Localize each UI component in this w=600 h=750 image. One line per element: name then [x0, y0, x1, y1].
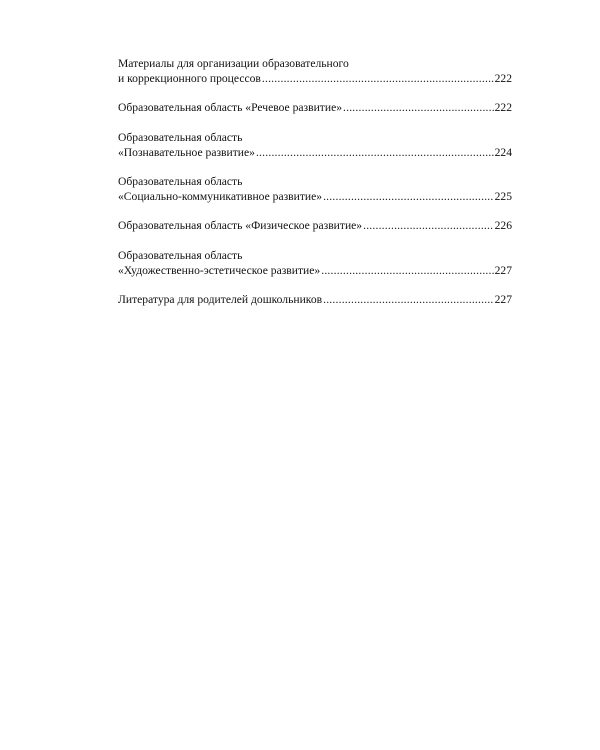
- toc-entry-leader-line: [118, 218, 512, 233]
- toc-entry-leader-line: [118, 100, 512, 115]
- toc-entry-title: «Художественно-эстетическое развитие»: [118, 264, 321, 277]
- toc-entry-social[interactable]: [118, 174, 512, 204]
- toc-entry-title-line: Образовательная область: [118, 131, 243, 144]
- dot-leader: [262, 71, 494, 86]
- toc-entry-title-line: Материалы для организации образовательного: [118, 57, 349, 70]
- toc-page-number: 226: [494, 219, 512, 232]
- dot-leader: [323, 292, 494, 307]
- dot-leader: [323, 189, 494, 204]
- toc-entry-title-line: Образовательная область: [118, 175, 243, 188]
- toc-entry-leader-line: [118, 263, 512, 278]
- toc-entry-leader-line: [118, 292, 512, 307]
- dot-leader: [256, 145, 494, 160]
- toc-entry-title: Образовательная область «Физическое развитие»: [118, 219, 363, 232]
- toc-page-number: 222: [494, 72, 512, 85]
- toc-entry-literature[interactable]: [118, 292, 512, 307]
- toc-page-number: 227: [494, 264, 512, 277]
- toc-entry-title: Литература для родителей дошкольников: [118, 293, 323, 306]
- toc-entry-title: Образовательная область «Речевое развитие»: [118, 101, 343, 114]
- toc-entry-title: «Познавательное развитие»: [118, 146, 255, 159]
- toc-entry-physical[interactable]: [118, 218, 512, 233]
- toc-entry-title: и коррекционного процессов: [118, 72, 261, 85]
- dot-leader: [321, 263, 493, 278]
- toc-page-number: 224: [494, 146, 512, 159]
- toc-entry-leader-line: [118, 145, 512, 160]
- toc-entry-title-line: Образовательная область: [118, 249, 243, 262]
- dot-leader: [363, 218, 494, 233]
- toc-page-number: 227: [494, 293, 512, 306]
- toc-entry-materials[interactable]: [118, 56, 512, 86]
- toc-page-number: 222: [494, 101, 512, 114]
- toc-entry-leader-line: [118, 189, 512, 204]
- toc-entry-leader-line: [118, 71, 512, 86]
- toc-entry-artistic[interactable]: [118, 248, 512, 278]
- toc-page-number: 225: [494, 190, 512, 203]
- toc-entry-cognitive[interactable]: [118, 130, 512, 160]
- toc-entry-title: «Социально-коммуникативное развитие»: [118, 190, 323, 203]
- toc-entry-speech[interactable]: [118, 100, 512, 115]
- table-of-contents: [118, 56, 512, 322]
- dot-leader: [343, 100, 494, 115]
